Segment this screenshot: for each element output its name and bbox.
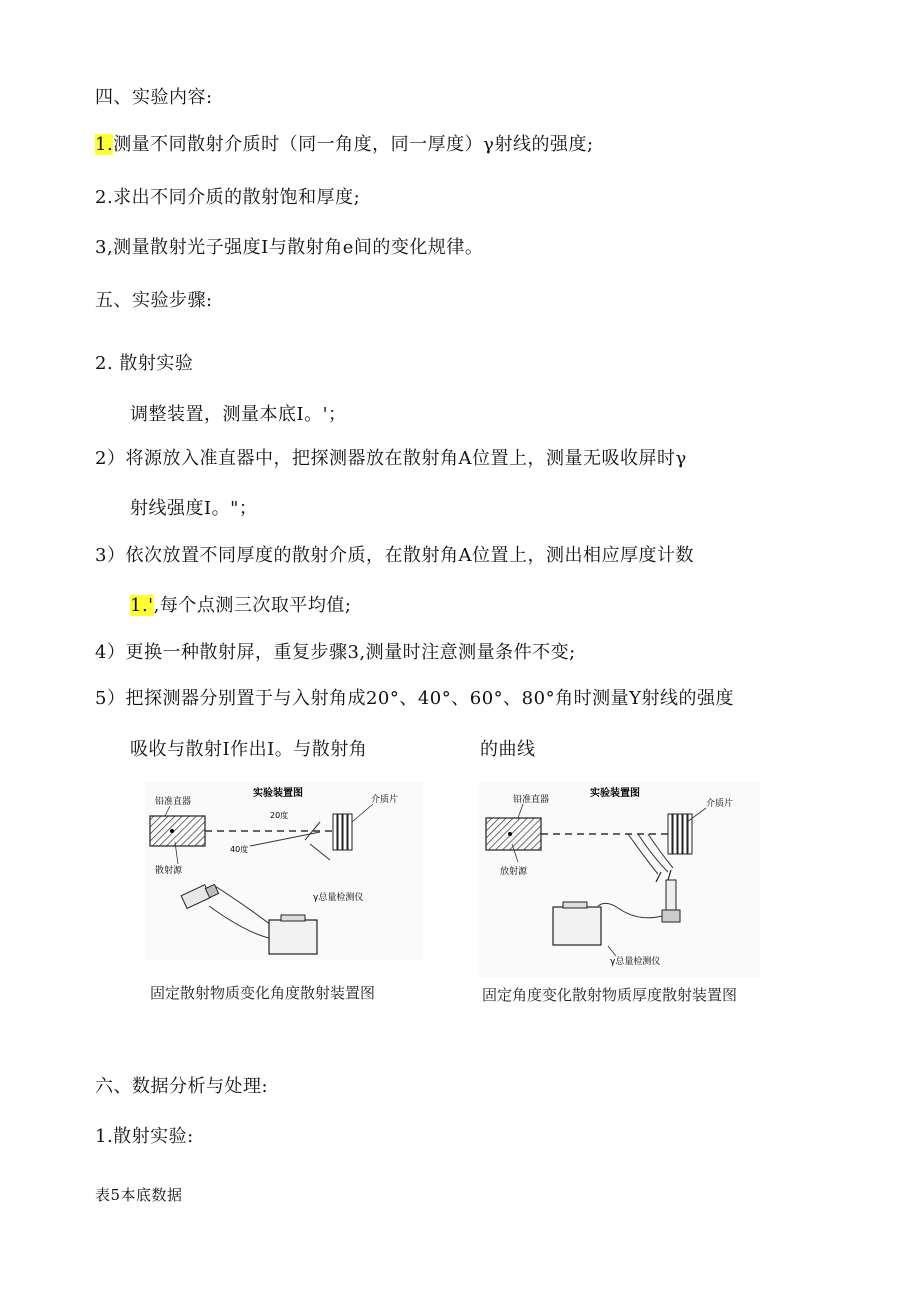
- gamma-counter: [269, 920, 317, 954]
- step5-line-b-left: 吸收与散射I作出I。与散射角: [130, 739, 368, 760]
- step5-line-b-right: 的曲线: [480, 739, 536, 760]
- lead-collimator-right: [486, 818, 541, 850]
- table5-title: 表5本底数据: [95, 1186, 183, 1204]
- medium-plates: [333, 814, 352, 850]
- source-dot-right: [508, 832, 512, 836]
- figure-left-apparatus: [145, 782, 423, 960]
- figure-left-title: 实验装置图: [253, 788, 303, 799]
- angle-40-label: 40度: [230, 845, 249, 854]
- step2-title: 2. 散射实验: [95, 353, 194, 374]
- medium-plates-right: [668, 814, 692, 854]
- section6-heading: 六、数据分析与处理:: [95, 1076, 269, 1097]
- step2-line2a: 2）将源放入准直器中，把探测器放在散射角A位置上，测量无吸收屏时γ: [95, 448, 687, 469]
- figure-right-caption: 固定角度变化散射物质厚度散射装置图: [482, 986, 738, 1004]
- figure-left-caption: 固定散射物质变化角度散射装置图: [150, 984, 376, 1002]
- step3-line-a: 3）依次放置不同厚度的散射介质，在散射角A位置上，测出相应厚度计数: [95, 545, 694, 566]
- section4-item1: [95, 133, 594, 157]
- figure-right-detector-label: γ总量检测仪: [610, 957, 661, 967]
- figure-right-medium-label: 介质片: [706, 799, 734, 809]
- section4-item2: 2.求出不同介质的散射饱和厚度;: [95, 187, 361, 208]
- section4-item3: 3,测量散射光子强度I与散射角e间的变化规律。: [95, 237, 484, 258]
- step2-line2b: 射线强度I。"；: [130, 498, 258, 519]
- detector-probe: [181, 884, 218, 908]
- figure-right-collimator-label: 铅准直器: [513, 795, 550, 805]
- step4-line: 4）更换一种散射屏，重复步骤3,测量时注意测量条件不变;: [95, 642, 576, 663]
- figure-left-detector-label: γ总量检测仪: [313, 893, 364, 903]
- figure-right-apparatus: [478, 782, 760, 977]
- source-dot: [170, 829, 174, 833]
- angle-20-label: 20度: [270, 811, 289, 820]
- figure-left-drawing: [145, 782, 423, 960]
- figure-right-title: 实验装置图: [590, 788, 640, 799]
- detector-probe-right: [662, 880, 680, 922]
- step5-line-a: 5）把探测器分别置于与入射角成20°、40°、60°、80°角时测量Y射线的强度: [95, 688, 734, 709]
- item1-number-highlight: 1.: [95, 134, 114, 155]
- gamma-counter-right: [553, 907, 601, 945]
- figure-left-source-label: 散射源: [155, 866, 183, 876]
- section4-heading: 四、实验内容:: [95, 87, 213, 108]
- step3-number-highlight: 1.': [130, 595, 154, 616]
- figure-right-drawing: [478, 782, 760, 977]
- step2-line1: 调整装置，测量本底I。'；: [130, 404, 347, 425]
- section6-sub1: 1.散射实验:: [95, 1126, 194, 1147]
- figure-right-source-label: 放射源: [500, 867, 528, 877]
- lead-collimator: [150, 816, 205, 846]
- step3-line-b: [130, 594, 351, 618]
- figure-left-collimator-label: 铅准直器: [155, 797, 192, 807]
- figure-left-medium-label: 介质片: [371, 795, 399, 805]
- section5-heading: 五、实验步骤:: [95, 290, 213, 311]
- step3-text: ,每个点测三次取平均值;: [153, 595, 352, 616]
- item1-text: 测量不同散射介质时（同一角度，同一厚度）γ射线的强度;: [113, 134, 594, 155]
